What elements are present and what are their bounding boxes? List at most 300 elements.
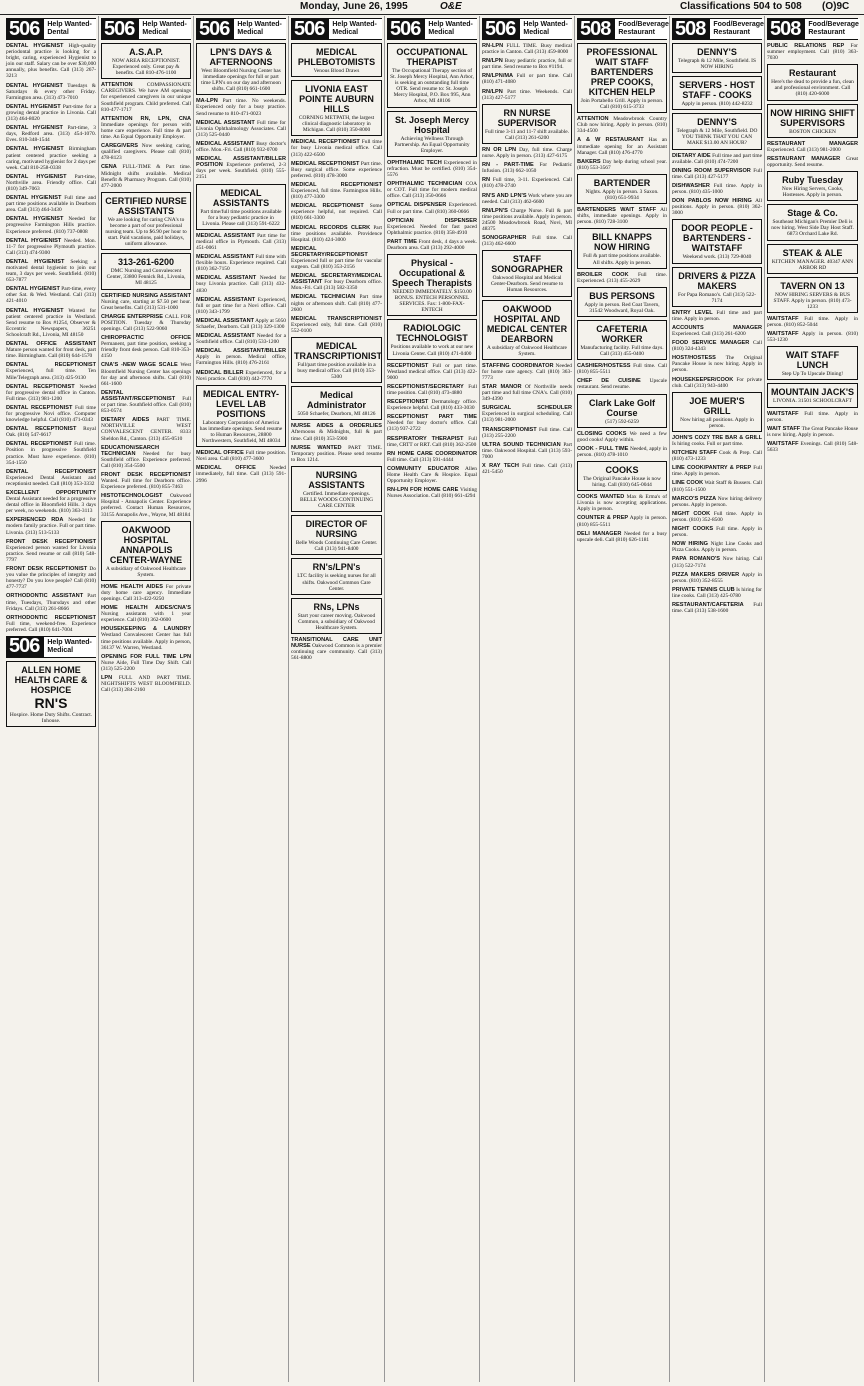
column-8	[670, 16, 765, 1382]
classified-ad	[482, 384, 572, 402]
classified-ad	[387, 43, 477, 108]
ad-body: West Bloomfield Nursing Center has openings for day and afternoon shifts. Call (810) 661-1600	[101, 362, 191, 387]
section-label: Food/Beverage Restaurant	[615, 19, 670, 39]
classified-ad	[101, 253, 191, 289]
ad-body: Full & part time positions available. All shifts. Apply in person.	[583, 253, 661, 266]
classified-ad	[387, 160, 477, 178]
classified-ad	[482, 405, 572, 423]
ad-title: DELI MANAGER	[577, 530, 622, 537]
ad-title: RN NURSE SUPERVISOR	[497, 107, 557, 128]
classified-ad	[6, 195, 96, 213]
ad-title: WAITSTAFF	[767, 410, 799, 417]
ad-title: RN's/LPN's	[312, 562, 361, 573]
section-label: Food/Beverage Restaurant	[805, 19, 860, 39]
ad-body: Has an immediate opening for an Assistant Manager. Call (810) 476-4770	[577, 137, 668, 156]
ad-body: Full or part time. Westland medical office. Call (313) 422-9000	[387, 362, 477, 381]
ad-title: DIRECTOR OF NURSING	[305, 519, 368, 540]
ad-body: Front desk, 4 days a week. Dearborn area. Call (313) 292-4000	[387, 238, 477, 251]
ad-title: CERTIFIED NURSE ASSISTANTS	[105, 195, 187, 216]
classified-ad	[6, 308, 96, 338]
ad-title: MEDICAL ASSISTANT	[196, 275, 257, 282]
section-label: Help Wanted-Medical	[234, 19, 286, 39]
ad-title: CHARGE ENTERPRISE	[101, 313, 163, 320]
ad-body: Nights. Apply in person. 3 Saxon. (810) 651-9934	[585, 188, 659, 202]
masthead-date: Monday, June 26, 1995	[300, 1, 408, 12]
ad-title: WAITSTAFF	[767, 315, 799, 322]
ad-body: COMPASSIONATE CAREGIVERS. We have AM openings for experienced caregivers in our unique Southfield program. Child preferred. Call 810-477-1717	[101, 82, 191, 113]
classified-ad	[291, 515, 382, 555]
ad-body: Part time. Weekends. Call (313) 427-5177	[482, 88, 572, 101]
ad-title: HOUSEKEEPER/COOK	[672, 376, 734, 383]
ad-title: RN/LPN/MA	[482, 73, 514, 80]
ad-body: Needed. Mon. 11-7 for progressive Plymouth practice. Call (313) 474-9300	[6, 237, 96, 256]
ad-body: Part time, Tuesdays, Thursdays and other Fridays. Call (313) 261-8666	[6, 593, 96, 612]
ad-body: Mature person wanted for front desk, part time. Birmingham. Call (810) 644-1570	[6, 347, 96, 360]
ad-title: BILL KNAPPS NOW HIRING	[592, 232, 652, 253]
classified-ad	[101, 164, 191, 188]
column-9	[765, 16, 860, 1382]
ad-body: NEEDED IMMEDIATELY. $150.00 BONUS. ENTECH PERSONNEL SERVICES. Fax: 1-800-FAX-ENTECH	[392, 289, 472, 314]
ad-title: CASHIER/HOSTESS	[577, 363, 631, 370]
ad-title: WAIT STAFF LUNCH	[785, 350, 840, 371]
ad-body: Allen Home Health Care & Hospice. Equal Opportunity Employer.	[387, 465, 477, 485]
classified-ad	[387, 319, 477, 359]
ad-title: DISHWASHER	[672, 182, 710, 189]
classified-ad	[672, 310, 762, 322]
ad-title: A & W RESTAURANT	[577, 137, 644, 144]
ad-title: MEDICAL RECEPTIONIST	[291, 181, 382, 188]
ad-body: Call (810) 324-4343	[672, 340, 762, 353]
ad-body: The Occupational Therapy section of St. Joseph Mercy Hospital, Ann Arbor, is seeking an outstanding full time OTR. Send resume to: St. Joseph Mercy Hospital, P.O. Box 995, Ann Arbor, MI 48106	[390, 68, 474, 105]
ad-title: BARTENDER	[593, 177, 651, 188]
ad-title: ENTRY LEVEL	[672, 309, 713, 316]
ad-title: Ruby Tuesday	[782, 175, 843, 186]
ad-title: RN	[482, 177, 491, 184]
classified-ad	[101, 654, 191, 672]
ad-body: BOSTON CHICKEN	[789, 128, 836, 135]
ad-body: Full time for Livonia Ophthalmology Associates. Call (313) 525-0440	[196, 119, 286, 138]
classified-ad	[6, 43, 96, 80]
ad-body: Positions available to work at our new Livonia Center. Call (810) 471-0400	[390, 344, 474, 357]
ad-title: ORTHODONTIC ASSISTANT	[6, 593, 84, 600]
ad-title: CNA'S -NEW WAGE SCALE	[101, 362, 178, 369]
ad-body: Full time. Position in progressive Southfield practice. Must have experience. (810) 354-1550	[6, 441, 96, 466]
ad-title: Physical - Occupational & Speech Therapists	[391, 258, 473, 289]
ad-title: CAREGIVERS	[101, 143, 138, 150]
classified-ad	[672, 465, 762, 477]
ad-title: DENTAL HYGIENIST	[6, 237, 62, 244]
classified-ad	[101, 445, 191, 469]
ad-title: X RAY TECH	[482, 463, 519, 470]
ad-title: DENTAL HYGIENIST	[6, 195, 62, 202]
classified-ad	[387, 181, 477, 199]
ad-title: STAFFING COORDINATOR	[482, 362, 554, 369]
ad-body: Busy pediatric practice, full or part time. Send resume to Box #1194.	[482, 58, 572, 71]
ad-body: Apply at 5050 Schaefer, Dearborn. Call (313) 329-1300	[196, 317, 286, 330]
ad-title: TRANSITIONAL CARE UNIT NURSE	[291, 636, 382, 650]
classified-ad	[387, 254, 477, 316]
ad-title: DENTAL HYGIENIST	[6, 307, 64, 314]
ad-body: Full time position. Call (810) 473-4880	[387, 383, 477, 396]
ad-body: Apply in person. (810) 352-8555	[672, 571, 762, 584]
ad-body: FULL-TIME & Part time. Midnight shifts available. Medical Benefit & Pharmacy Program. Call (810) 477-2000	[101, 164, 191, 189]
ad-body: Experience preferred, 2-3 days per week. Southfield. (810) 555-2151	[196, 162, 286, 181]
classified-ad	[196, 156, 286, 180]
classified-ad	[672, 377, 762, 389]
classified-ad	[101, 43, 191, 79]
classified-ad	[577, 515, 667, 527]
classified-ad	[196, 370, 286, 382]
ad-body: Meadowbrook Country Club now hiring. Apply in person. (810) 334-4500	[577, 116, 667, 135]
ad-body: Birmingham patient centered practice seeking a caring, motivated hygienist for 2 days per week. Call 810-258-0338	[6, 146, 96, 171]
ad-title: DENTAL RECEPTIONIST	[6, 383, 75, 390]
classified-ad	[291, 43, 382, 77]
classified-ad	[672, 392, 762, 432]
classified-ad	[101, 521, 191, 581]
classified-ad	[672, 526, 762, 538]
ad-body: West Bloomfield Nursing Center has immediate openings for full or part time LPN's on our day and afternoon shifts. Call (810) 661-1600	[201, 68, 281, 93]
ad-body: The Original Pancake House is now hiring. Call (810) 645-0044	[583, 476, 661, 489]
ad-title: LIVONIA EAST POINTE AUBURN HILLS	[299, 84, 374, 115]
ad-title: MEDICAL ASSISTANT	[196, 140, 255, 147]
ad-body: Experienced in surgical scheduling. Call (313) 981-2000	[482, 411, 572, 424]
masthead	[0, 0, 864, 15]
classified-ad	[291, 386, 382, 420]
classified-ad	[291, 445, 382, 463]
ad-body: Full time, 3-11. Experienced. Call (810) 478-2740	[482, 177, 572, 190]
ad-body: Full time for progressive Novi office. Computer knowledge helpful. Call (810) 471-0343	[6, 404, 96, 424]
ad-body: Full time and part time available. Call (810) 474-7200	[672, 152, 762, 165]
classified-ad	[577, 174, 667, 204]
ad-body: Part-time for a growing dental practice in Livonia. Call (313) 464-8020	[6, 103, 96, 123]
section-number: 508	[675, 17, 706, 40]
ad-body: Part time. Oakwood Hospital. Call (313) 593-7000	[482, 441, 572, 460]
classified-ad	[101, 293, 191, 311]
classified-ad	[767, 331, 858, 343]
ad-title: MEDICAL SECRETARY/MEDICAL ASSISTANT	[291, 273, 382, 286]
ad-body: Full time 3-11 and 11-7 shift available. Call (313) 261-6200	[485, 128, 569, 141]
section-number: 506	[199, 17, 230, 40]
ad-title: LPN'S DAYS & AFTERNOONS	[209, 47, 273, 67]
ad-title: SURGICAL SCHEDULER	[482, 405, 572, 412]
classified-ad	[101, 493, 191, 517]
classified-ad	[767, 244, 858, 274]
ad-body: Do you value the principles of integrity and honesty? Do you love people? Call (810) 477-7737	[6, 566, 96, 591]
ad-body: Full time and part time. Apply in person.	[672, 309, 762, 322]
classified-ad	[767, 346, 858, 380]
ad-body: Experienced, full time. Ten Mile/Telegraph area. (313) 425-9130	[6, 368, 96, 381]
classified-ad	[101, 335, 191, 359]
ad-body: Part time nights or afternoon shift. Call (810) 477-2600	[291, 294, 382, 313]
classified-ad	[767, 316, 858, 328]
classified-ad	[672, 541, 762, 553]
ad-body: Full time, weekend-free. Experience preferred. Call (810) 641-7004	[6, 620, 96, 633]
ad-body: Apply in person. Medical office, Farmington Hills. (810) 476-2161	[196, 354, 286, 367]
section-number: 506	[294, 17, 325, 40]
classified-ad	[6, 83, 96, 101]
ad-title: PIZZA MAKERS DRIVER	[672, 571, 740, 578]
classified-ad	[672, 556, 762, 568]
ad-body: Telegraph & 12 Mile, Southfield. IS NOW HIRING	[678, 58, 756, 71]
ad-title: DENTAL RECEPTIONIST	[6, 404, 73, 411]
ad-body: Step Up To Upscale Dining!	[781, 371, 844, 378]
classified-ad	[577, 320, 667, 360]
classified-ad	[291, 203, 382, 221]
ad-body: For private duty home care agency. Immediate openings. Call 313-422-9250	[101, 583, 191, 602]
ad-body: KITCHEN MANAGER. 40347 ANN ARBOR RD	[771, 258, 854, 271]
ad-title: HOME HEALTH AIDES	[101, 583, 163, 590]
allen-home-title: ALLEN HOME HEALTH CARE & HOSPICE	[14, 664, 88, 695]
classified-ad	[577, 446, 667, 458]
ad-body: We are looking for caring CNA's to become a part of our professional nursing team. Up to $6.90 per hour to start. Paid vacations, paid holidays, uniform allowance.	[105, 216, 187, 248]
ad-body: Full time for busy Livonia medical office. Call (313) 422-6500	[291, 139, 382, 158]
classified-ad	[482, 147, 572, 159]
classified-ad	[767, 171, 858, 201]
ad-title: NIGHT COOKS	[672, 526, 714, 533]
ad-title: DENTAL HYGIENIST	[6, 216, 64, 223]
classified-ad	[672, 587, 762, 599]
ad-title: LINE COOK/PANTRY & PREP	[672, 465, 752, 472]
ad-title: RN/LPN'S	[482, 207, 508, 214]
ad-title: OAKWOOD HOSPITAL AND MEDICAL CENTER DEARBORN	[486, 303, 568, 344]
ad-body: Apply in person. (810) 855-5511	[577, 515, 667, 528]
ad-body: CORNING METPATH, the largest clinical diagnostic laboratory in Michigan. Call (810) 350-8000	[298, 115, 375, 134]
classified-ad	[672, 113, 762, 149]
classified-ad	[291, 182, 382, 200]
section-number: 506	[485, 17, 516, 40]
classified-ad	[577, 363, 667, 375]
classified-ad	[577, 461, 667, 491]
ad-title: ULTRA SOUND TECHNICIAN	[482, 441, 561, 448]
ad-title: RN-LPN	[482, 43, 504, 49]
classified-ad	[672, 450, 762, 462]
ad-title: RN'S AND LPN'S	[482, 192, 527, 199]
ad-body: Needed for home care agency. Call (810) 363-7773	[482, 362, 572, 381]
ad-body: All shifts, immediate openings. Apply in person. (810) 728-3100	[577, 207, 667, 226]
ad-body: Part-time, 3 days, Redford area. (313) 454-1070. Eves. 810-348-1544	[6, 125, 96, 144]
ad-title: MEDICAL ASSISTANTS	[212, 187, 270, 208]
allen-home-ad	[6, 661, 96, 727]
ad-title: CAFETERIA WORKER	[596, 323, 648, 344]
classified-ad	[482, 427, 572, 439]
ad-title: RN-LPN FOR HOME CARE	[387, 487, 459, 494]
ad-body: Full time. Call (313) 427-5177	[672, 167, 762, 180]
ad-body: Full time. Call (810) 855-5511	[577, 363, 667, 376]
ad-body: The Great Pancake House is now hiring. Apply in person.	[767, 425, 858, 438]
classified-ad	[767, 277, 858, 313]
ad-title: DINING ROOM SUPERVISOR	[672, 167, 751, 174]
ad-title: ATTENTION	[577, 116, 609, 123]
ad-title: NURSE WANTED	[291, 444, 342, 451]
classified-ad	[101, 472, 191, 490]
classified-ad	[767, 204, 858, 240]
classified-ad	[291, 161, 382, 179]
classified-ad	[672, 496, 762, 508]
ad-title: 313-261-6200	[117, 257, 175, 268]
ad-body: Wanted for patient centered practice in Westland. Send resume to Box #1254, Observer & Eccentric Newspapers, 36251 Schoolcraft Rd., Livonia, MI 48150	[6, 307, 96, 338]
classified-ad	[291, 466, 382, 512]
ad-body: Westland Convalescent Center has full time positions available. Apply in person, 36137 W. Warren, Westland.	[101, 632, 191, 651]
ad-body: Part time for medical office in Plymouth. Call (313) 451-0061	[196, 232, 286, 251]
classified-ad	[387, 451, 477, 463]
classified-ad	[577, 431, 667, 443]
ad-body: Full time position. Novi area. Call (810) 477-3600	[196, 450, 286, 463]
section-header	[196, 18, 286, 40]
ad-body: Needed for progressive Farmington Hills practice. Experience preferred. (810) 737-0808	[6, 216, 96, 235]
ad-title: CHIROPRACTIC OFFICE	[101, 335, 191, 342]
column-5	[385, 16, 480, 1382]
classified-ad	[101, 417, 191, 441]
ad-title: TAVERN ON 13	[780, 280, 845, 291]
ad-body: Now hiring all positions. Apply in person.	[680, 416, 754, 429]
ad-title: MEDICAL RECEPTIONIST	[291, 203, 364, 210]
ad-body: Full time. Apply in person.	[672, 526, 762, 539]
ad-body: Part time. Busy surgical office. Some experience preferred. (810) 478-3000	[291, 160, 382, 179]
ad-title: RESTAURANT MANAGER	[767, 155, 841, 162]
ad-title: OPENING FOR FULL TIME LPN	[101, 653, 191, 660]
ad-body: FULL TIME. Busy medical practice in Canton. Call (313) 459-8000	[482, 43, 572, 56]
section-header	[291, 18, 382, 40]
classified-ad	[482, 162, 572, 174]
classified-ad	[6, 341, 96, 359]
classified-ad	[672, 168, 762, 180]
section-label: Help Wanted-Medical	[425, 19, 477, 39]
ad-title: MEDICAL BILLER	[196, 369, 244, 376]
ad-title: RN/LPN	[482, 88, 503, 95]
classified-ad	[6, 566, 96, 590]
ad-title: ORTHODONTIC RECEPTIONIST	[6, 614, 96, 621]
ad-body: Southeast Michigan's Premier Deli is now hiring. West Side Day Host Staff. 6873 Orchard Lake Rd.	[771, 219, 854, 238]
ad-body: Busy doctor's office. Mon.-Fri. Call (810) 932-0700	[196, 140, 286, 154]
ad-title: JOHN'S COZY TRE BAR & GRILL	[672, 434, 762, 441]
ad-title: MEDICAL ASSISTANT	[196, 333, 255, 340]
classified-ad	[196, 318, 286, 330]
ad-title: RADIOLOGIC TECHNOLOGIST	[396, 323, 468, 344]
classified-ad	[577, 378, 667, 390]
ad-title: DIETARY AIDES	[101, 417, 150, 424]
ad-title: DOOR PEOPLE - BARTENDERS - WAITSTAFF	[681, 223, 753, 254]
ad-title: OCCUPATIONAL THERAPIST	[396, 47, 468, 67]
ad-body: Full time, CRTT or RRT. Call (810) 362-2500	[387, 435, 477, 448]
ad-title: COMMUNITY EDUCATOR	[387, 465, 460, 472]
ad-body: Visiting Nurses Association. Call (810) 661-4294	[387, 487, 477, 500]
ad-body: PART TIME. Temporary position. Please send resume to Box 1214.	[291, 444, 382, 463]
ad-body: Tuesdays & Saturdays & every other Friday. Farmington area. (313) 473-7010	[6, 82, 96, 101]
classified-ad	[291, 246, 382, 270]
classified-ad	[387, 202, 477, 214]
ad-body: LTC facility is seeking nurses for all shifts. Oakwood Common Care Center.	[297, 573, 376, 592]
ad-title: DON PABLOS NOW HIRING	[672, 198, 752, 205]
classified-ad	[6, 539, 96, 563]
ad-title: NURSING ASSISTANTS	[308, 469, 365, 490]
masthead-paper: O&E	[440, 1, 462, 12]
classified-ad	[291, 316, 382, 334]
ad-body: Experienced. Full or part time. Call (810) 360-0666	[387, 202, 477, 215]
ad-title: PART TIME	[387, 238, 417, 245]
ad-title: Stage & Co.	[787, 208, 838, 219]
ad-title: Clark Lake Golf Course	[588, 397, 656, 418]
classified-ad	[6, 490, 96, 514]
classified-ad	[672, 602, 762, 614]
ad-body: Dermatology office. Experience helpful. Call (810) 433-3030	[387, 399, 477, 412]
classified-ad	[6, 426, 96, 438]
ad-title: BAKERS	[577, 158, 601, 165]
ad-body: 5050 Schaefer, Dearborn, MI 48126	[297, 411, 376, 418]
classified-ad	[6, 125, 96, 143]
ad-title: MEDICAL PHLEBOTOMISTS	[297, 47, 376, 67]
classified-ad	[577, 272, 667, 284]
classified-ad	[196, 348, 286, 366]
ad-body: Experienced full or part time for vascular surgeon. Call (810) 353-2156	[291, 257, 382, 271]
ad-title: BROILER COOK	[577, 271, 629, 278]
classified-ad	[577, 159, 667, 171]
ad-body: DMC Nursing and Convalescent Center, 33800 Fennick Rd., Livonia, MI 48125	[106, 268, 186, 287]
ad-title: HISTOTECHNOLOGIST	[101, 493, 163, 500]
ad-body: Nurse Aide, Full Time Day Shift. Call (313) 525-2200	[101, 659, 191, 672]
ad-body: Charge Nurse. Full & part time positions available. Apply in person. 24500 Meadowbrook Road, Novi, MI 48375	[482, 207, 572, 232]
ad-body: Start your career moving. Oakwood Common, a subsidiary of Oakwood Healthcare System.	[297, 612, 376, 631]
ad-body: Cook & Prep. Call (810) 473-1233	[672, 450, 762, 463]
classified-ad	[577, 531, 667, 543]
ad-body: Full time. Call (313) 462-6600	[482, 235, 572, 248]
ad-title: JOE MUER'S GRILL	[689, 395, 745, 416]
classified-ad	[577, 228, 667, 268]
ad-title: MEDICAL TRANSCRIPTIONIST	[291, 315, 382, 322]
ad-body: Certified. Immediate openings. BELLE WOODS CONTINUING CARE CENTER	[300, 490, 373, 510]
ad-body: Telegraph & 12 Mile, Southfield. DO YOU THINK THAT YOU CAN MAKE $13.00 AN HOUR?	[676, 128, 758, 147]
ad-body: Full time. Apply in person. (810) 435-1000	[672, 182, 762, 196]
classified-ad	[672, 480, 762, 492]
ad-title: HOUSEKEEPING & LAUNDRY	[101, 626, 191, 633]
ad-title: RECEPTIONIST PART TIME	[387, 414, 477, 421]
allen-home-text: Hospice. Home Duty Shifts. Contract. Inhouse.	[9, 711, 93, 725]
classified-ad	[196, 297, 286, 315]
classified-ad	[196, 254, 286, 272]
ad-title: OAKWOOD HOSPITAL ANNAPOLIS CENTER-WAYNE	[109, 524, 183, 565]
classified-ad	[482, 193, 572, 205]
ad-title: TRANSCRIPTIONIST	[482, 426, 537, 433]
classified-ad	[767, 141, 858, 153]
ad-title: MA-LPN	[196, 98, 218, 105]
classified-ad	[6, 174, 96, 192]
allen-home-sub: RN'S	[34, 694, 68, 711]
ad-title: DENTAL HYGIENIST	[6, 146, 64, 153]
classified-ad	[387, 399, 477, 411]
ad-title: MEDICAL SECRETARY/RECEPTIONIST	[291, 245, 368, 258]
ad-body: Needed for progressive dental office in Canton. Full time. (313) 981-1200	[6, 383, 96, 402]
section-number: 508	[580, 17, 611, 40]
ad-title: KITCHEN STAFF	[672, 450, 717, 457]
classified-ad	[482, 235, 572, 247]
ad-body: Experienced Dental Assistant and receptionist needed. Call (810) 353-3332	[6, 474, 96, 487]
ad-body: Experienced. Call (313) 981-2000	[767, 146, 841, 153]
ad-body: Wait Staff & Bussers. Call (810) 551-1500	[672, 480, 762, 493]
classified-ad	[196, 120, 286, 138]
classified-ad	[387, 414, 477, 432]
classified-ad	[672, 355, 762, 373]
classified-ad	[101, 362, 191, 386]
classified-ad	[6, 238, 96, 256]
ad-body: Of Northville needs part time and full time CNA's. Call (810) 349-4390	[482, 384, 572, 403]
ad-body: Apply in person. (810) 442-8232	[681, 101, 753, 108]
ad-body: Oakwood Hospital and Medical Center-Dearborn. Send resume to Human Resources.	[490, 275, 564, 294]
ad-body: For private club. Call (313) 943-4400	[672, 376, 762, 389]
section-header	[767, 18, 858, 40]
ad-title: MEDICAL ASSISTANT/BILLER POSITION	[196, 156, 286, 169]
ad-body: We need a few good cooks! Apply within.	[577, 430, 667, 443]
classified-ad	[577, 137, 667, 155]
classified-ad	[101, 192, 191, 250]
